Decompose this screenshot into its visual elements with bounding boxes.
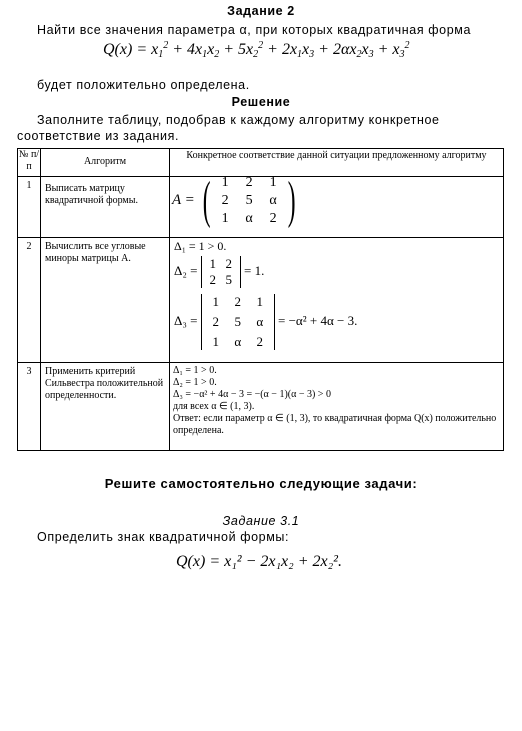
table-header-row — [18, 149, 504, 177]
task-formula — [103, 40, 409, 60]
formula-index: 2 — [356, 49, 362, 60]
formula-power: 2 — [258, 40, 264, 51]
matrix-cell: 1 — [212, 334, 219, 349]
matrix-a-body — [213, 175, 285, 227]
minor-d2-body — [205, 256, 237, 288]
formula-index: 3 — [368, 49, 374, 60]
matrix-a-label: A = — [172, 192, 195, 209]
task-text-line1: Найти все значения параметра α, при которых квадратичная форма — [37, 23, 472, 37]
header-algo — [41, 149, 170, 177]
matrix-cell: 1 — [256, 294, 263, 309]
minor-d1: Δ₁ = 1 > 0. — [174, 239, 227, 253]
header-num-text: № п/п — [18, 149, 40, 172]
row3-num — [18, 363, 41, 451]
formula-term: + 2x — [263, 41, 298, 58]
matrix-cell: α — [245, 211, 253, 226]
left-paren: ( — [203, 172, 211, 229]
minor-d2-result: = 1. — [243, 262, 265, 278]
matrix-cell: 2 — [225, 256, 232, 271]
minor-d3-label: Δ₃ = — [174, 312, 198, 328]
row3-num-text: 3 — [26, 366, 32, 377]
matrix-cell: 5 — [245, 193, 253, 208]
minor-d3 — [170, 288, 503, 350]
sylvester-line: Δ₁ = 1 > 0. — [173, 365, 217, 376]
formula-index: 3 — [399, 49, 405, 60]
row2-algo — [41, 238, 170, 363]
task-text-line3: будет положительно определена. — [37, 78, 250, 92]
row1-algo-text: Выписать матрицу квадратичной формы. — [45, 183, 138, 206]
sylvester-line: Δ₂ = 1 > 0. — [173, 377, 217, 388]
row1-num-text: 1 — [26, 180, 32, 191]
header-corr — [170, 149, 504, 177]
sylvester-line: Δ₃ = −α² + 4α − 3 = −(α − 1)(α − 3) > 0 — [173, 389, 331, 400]
formula-index: 2 — [214, 49, 220, 60]
solution-intro-line1: Заполните таблицу, подобрав к каждому алгоритму конкретное — [37, 113, 440, 127]
matrix-cell: 1 — [221, 211, 229, 226]
minor-d2-label: Δ₂ = — [174, 262, 198, 278]
table-row — [18, 238, 504, 363]
formula-index: 1 — [297, 49, 303, 60]
row2-num — [18, 238, 41, 363]
header-algo-text: Алгоритм — [83, 156, 127, 167]
formula-term: + x — [373, 41, 400, 58]
row3-algo-text: Применить критерий Сильвестра положительной определенности. — [45, 366, 164, 401]
matrix-cell: α — [269, 193, 277, 208]
self-task-title: Задание 3.1 — [222, 514, 300, 528]
formula-term: + 5x — [219, 41, 254, 58]
row3-corr — [170, 363, 504, 451]
matrix-cell: 2 — [256, 334, 263, 349]
row3-lines — [170, 363, 503, 439]
matrix-a — [170, 172, 503, 229]
formula-term: x — [361, 41, 369, 58]
row3-algo — [41, 363, 170, 451]
formula-power: 2 — [404, 40, 410, 51]
table-row — [18, 363, 504, 451]
self-task-text: Определить знак квадратичной формы: — [37, 530, 290, 544]
matrix-cell: 2 — [269, 211, 277, 226]
solution-title: Решение — [231, 95, 291, 109]
matrix-cell: 1 — [221, 175, 229, 190]
formula-lhs: Q(x) = — [103, 41, 152, 58]
matrix-cell: 2 — [221, 193, 229, 208]
minor-d3-body — [205, 294, 271, 350]
matrix-cell: 2 — [212, 314, 219, 329]
formula-term: x — [302, 41, 310, 58]
row2-num-text: 2 — [26, 241, 32, 252]
matrix-cell: 2 — [234, 294, 241, 309]
matrix-cell: 2 — [209, 272, 216, 287]
formula-term: x — [207, 41, 215, 58]
minor-d2-det — [201, 256, 241, 288]
formula-index: 1 — [158, 49, 164, 60]
formula-term: x — [151, 41, 159, 58]
row2-corr — [170, 238, 504, 363]
minor-d3-det — [201, 294, 275, 350]
answer-line: Ответ: если параметр α ∈ (1, 3), то квадратичная форма Q(x) положительно определена. — [173, 413, 497, 436]
formula-term: + 4x — [168, 41, 203, 58]
matrix-cell: α — [234, 334, 242, 349]
table-row — [18, 177, 504, 238]
header-num — [18, 149, 41, 177]
formula-index: 1 — [202, 49, 208, 60]
matrix-cell: 1 — [269, 175, 277, 190]
minor-d2 — [170, 254, 503, 288]
formula-index: 2 — [253, 49, 259, 60]
self-formula: Q(x) = x₁² − 2x₁x₂ + 2x₂². — [176, 553, 342, 570]
row1-num — [18, 177, 41, 238]
minor-d3-result: = −α² + 4α − 3. — [277, 312, 358, 328]
matrix-cell: 2 — [245, 175, 253, 190]
row1-algo — [41, 177, 170, 238]
self-heading: Решите самостоятельно следующие задачи: — [104, 476, 418, 491]
task-title: Задание 2 — [227, 4, 295, 18]
formula-index: 3 — [309, 49, 315, 60]
matrix-cell: α — [256, 314, 264, 329]
header-corr-text: Конкретное соответствие данной ситуации предложенному алгоритму — [186, 150, 487, 161]
matrix-cell: 1 — [212, 294, 219, 309]
row2-algo-text: Вычислить все угловые миноры матрицы A. — [45, 241, 146, 264]
matrix-cell: 5 — [225, 272, 232, 287]
matrix-cell: 5 — [234, 314, 241, 329]
solution-intro-line2: соответствие из задания. — [17, 129, 180, 143]
formula-term: + 2αx — [314, 41, 357, 58]
formula-power: 2 — [163, 40, 169, 51]
solution-table — [17, 148, 504, 451]
right-paren: ) — [287, 172, 296, 229]
row1-corr — [170, 172, 504, 238]
matrix-cell: 1 — [209, 256, 216, 271]
sylvester-line: для всех α ∈ (1, 3). — [173, 401, 255, 412]
